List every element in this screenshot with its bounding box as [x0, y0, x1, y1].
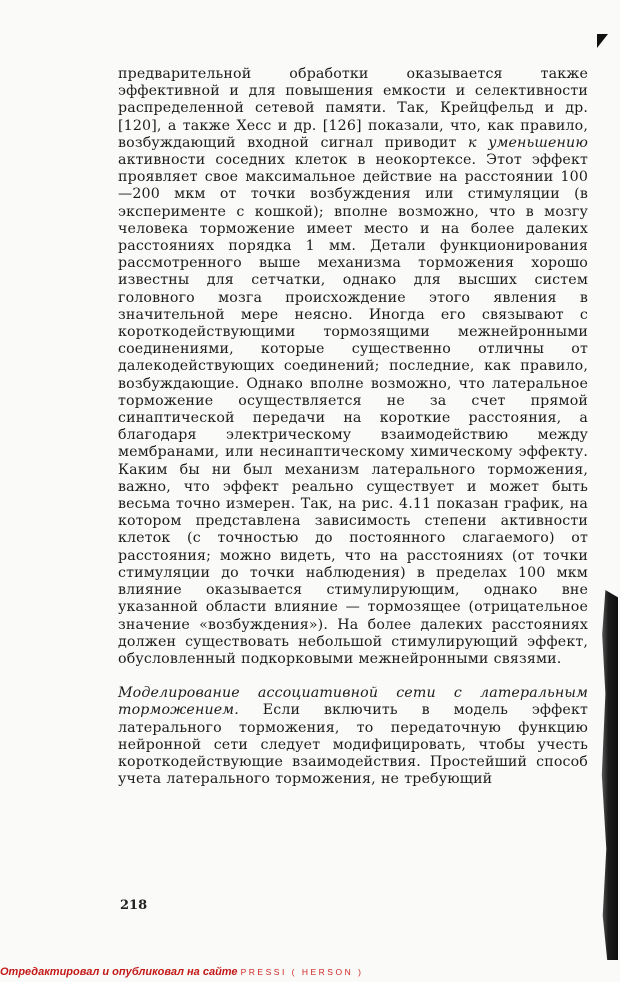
section-title: Моделирование ассоциативной сети с латеральным торможением. — [118, 685, 588, 719]
paragraph-2 — [118, 685, 588, 788]
paragraph-1-rest: активности соседних клеток в неокортексе. Этот эффект проявляет свое максимальное действие на расстоянии 100—200 мкм от точки возбуждения или стимуляции (в эксперименте с кошкой); вполне возможно, что в мозгу человека торможение имеет место и на более далеких расстояниях порядка 1 мм. Детали функционирования рассмотренного выше механизма торможения хорошо известны для сетчатки, однако для высших систем головного мозга происхождение этого явления в значительной мере неясно. Иногда его связывают с короткодействующими тормозящими межнейронными соединениями, которые существенно отличны от далекодействующих соединений; последние, как правило, возбуждающие. Однако вполне возможно, что латеральное торможение осуществляется не за счет прямой синаптической передачи на короткие расстояния, а благодаря электрическому взаимодействию между мембранами, или несинаптическому химическому эффекту. Каким бы ни был механизм латерального торможения, важно, что эффект реально существует и может быть весьма точно измерен. Так, на рис. 4.11 показан график, на котором представлена зависимость степени активности клеток (с точностью до постоянного слагаемого) от расстояния; можно видеть, что на расстояниях (от точки стимуляции до точки наблюдения) в пределах 100 мкм влияние оказывается стимулирующим, однако вне указанной области влияние — тормозящее (отрицательное значение «возбуждения»). На более далеких расстояниях должен существовать небольшой стимулирующий эффект, обусловленный подкорковыми межнейронными связями. — [118, 152, 588, 667]
page-number: 218 — [120, 898, 148, 913]
paragraph-1 — [118, 66, 588, 668]
body-text — [118, 66, 588, 788]
footer-credit — [0, 966, 363, 978]
page-edge-shadow — [600, 590, 618, 960]
footer-credit-text: Отредактировал и опубликовал на сайте — [0, 966, 238, 978]
corner-scan-mark — [597, 34, 608, 48]
footer-site-name[interactable]: PRESSI ( HERSON ) — [240, 967, 364, 977]
emphasis-reduction: к уменьшению — [468, 134, 588, 151]
paragraph-1-start: предварительной обработки оказывается также эффективной и для повышения емкости и селективности распределенной сетевой памяти. Так, Крейцфельд и др. [120], а также Хесс и др. [126] показали, что, как правило, возбуждающий входной сигнал приводит — [118, 66, 588, 151]
paragraph-2-text: Если включить в модель эффект латерального торможения, то передаточную функцию нейронной сети следует модифицировать, чтобы учесть короткодействующие взаимодействия. Простейший способ учета латерального торможения, не требующий — [118, 702, 588, 788]
